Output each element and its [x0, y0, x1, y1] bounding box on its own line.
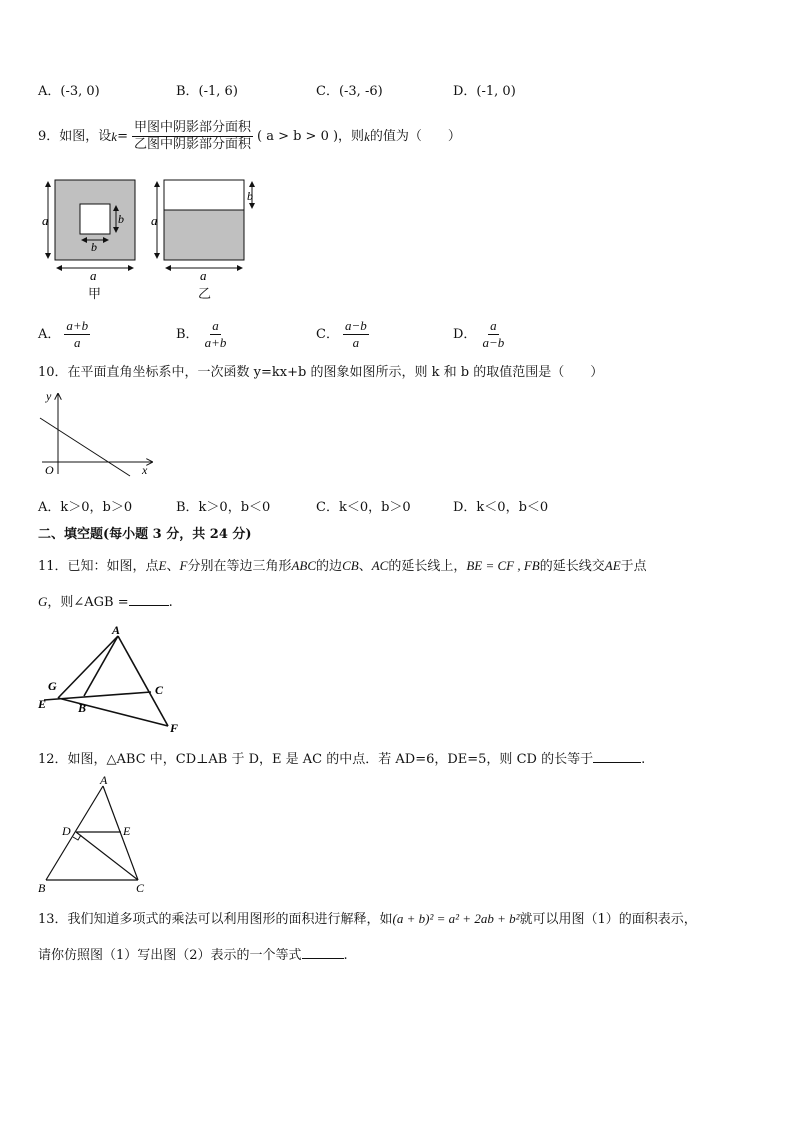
q13-dot: . — [343, 948, 348, 963]
q12-label-B: B — [38, 881, 46, 894]
yi-label-b-right: b — [247, 189, 253, 203]
q11-label-B: B — [78, 701, 87, 715]
q11-label-C: C — [155, 683, 164, 697]
jia-label-a-bottom: a — [90, 268, 97, 282]
yi-label-a-bottom: a — [200, 268, 207, 282]
q8-option-c: C．(-3, -6) — [316, 84, 383, 99]
q11-F: F — [179, 558, 188, 573]
q9-option-d — [453, 318, 510, 351]
yi-label-a-left: a — [151, 213, 158, 228]
q11-text-6: 于点 — [620, 559, 647, 574]
q12-dot: . — [641, 752, 646, 767]
q9-condition: ( a > b > 0 )，则 — [256, 128, 365, 144]
q9-option-b — [176, 318, 232, 351]
q9-k2: k — [364, 128, 370, 144]
q9-option-d-den: a−b — [482, 335, 505, 350]
q12-answer-blank[interactable] — [593, 750, 641, 763]
q11-answer-blank[interactable] — [129, 593, 169, 606]
q9-option-a-letter: A． — [38, 326, 61, 342]
q8-option-d: D．(-1, 0) — [453, 84, 516, 99]
q9-caption-yi: 乙 — [198, 287, 212, 302]
jia-label-b-bottom: b — [91, 240, 97, 254]
q11-sep2: 、 — [358, 559, 372, 574]
q11-text-4: 的延长线上， — [388, 559, 467, 574]
q10-label-origin: O — [45, 463, 54, 477]
q11-figure — [36, 622, 186, 734]
q11-line-GF — [58, 698, 168, 726]
q9-fraction-denominator: 乙图中阴影部分面积 — [133, 137, 251, 152]
q13-answer-blank[interactable] — [302, 946, 344, 959]
section2-heading: 二、填空题(每小题 3 分，共 24 分) — [38, 527, 252, 542]
q12-label-C: C — [136, 881, 145, 894]
q9-option-b-num: a — [212, 318, 219, 333]
q9-k: k — [111, 128, 118, 144]
jia-inner-square — [80, 204, 110, 234]
q11-text-5: 的延长线交 — [539, 559, 605, 574]
q9-caption-jia: 甲 — [88, 287, 102, 302]
q9-option-d-num: a — [490, 318, 497, 333]
q10-label-x: x — [142, 463, 148, 477]
q13-text-1: 13．我们知道多项式的乘法可以利用图形的面积进行解释，如 — [38, 912, 393, 927]
q12-label-E: E — [123, 824, 131, 838]
q12-line — [38, 750, 645, 769]
q11-AC: AC — [371, 558, 389, 573]
q9-option-a — [38, 318, 94, 351]
q10-option-c: C．k＜0，b＞0 — [316, 500, 411, 515]
q9-option-c — [316, 318, 373, 351]
q11-label-F: F — [170, 721, 179, 734]
q9-stem — [38, 120, 461, 153]
q9-option-a-den: a — [74, 335, 81, 350]
jia-label-a-left: a — [42, 213, 49, 228]
q9-figures — [38, 172, 268, 282]
q11-equation: BE = CF , FB — [466, 558, 540, 573]
q10-label-y: y — [46, 389, 52, 403]
q9-option-c-letter: C． — [316, 326, 339, 342]
q11-AE: AE — [604, 558, 621, 573]
q9-fraction-numerator: 甲图中阴影部分面积 — [133, 120, 251, 135]
q11-G: G — [38, 594, 48, 609]
q9-suffix: 的值为（ ） — [369, 128, 461, 144]
q13-line2 — [38, 946, 348, 965]
yi-shaded-rect — [164, 210, 244, 260]
q9-option-c-num: a−b — [344, 318, 367, 333]
q9-option-b-den: a+b — [204, 335, 227, 350]
q11-label-A: A — [112, 623, 121, 637]
q8-option-a: A．(-3, 0) — [38, 84, 100, 99]
q11-text-7: ，则∠AGB = — [47, 595, 129, 610]
q13-text-2: 就可以用图（1）的面积表示， — [519, 912, 697, 927]
q11-text-1: 11．已知：如图，点 — [38, 559, 159, 574]
q13-formula: (a + b)² = a² + 2ab + b² — [392, 911, 520, 926]
q12-label-D: D — [62, 824, 71, 838]
q11-dot: . — [168, 595, 173, 610]
q10-option-d: D．k＜0，b＜0 — [453, 500, 549, 515]
q11-sep: 、 — [166, 559, 180, 574]
q9-option-d-letter: D． — [453, 326, 477, 342]
q12-label-A: A — [100, 773, 108, 787]
q9-option-a-num: a+b — [66, 318, 89, 333]
q12-right-angle-mark — [73, 835, 81, 840]
q13-line1 — [38, 910, 697, 929]
q9-eq: = — [117, 128, 128, 144]
q10-stem: 10．在平面直角坐标系中，一次函数 y=kx+b 的图象如图所示，则 k 和 b 的取值范围是（ ） — [38, 365, 604, 380]
q13-text-3: 请你仿照图（1）写出图（2）表示的一个等式 — [38, 948, 302, 963]
q11-line1 — [38, 557, 647, 576]
q11-text-2: 分别在等边三角形 — [187, 559, 292, 574]
q10-graph — [38, 388, 158, 478]
q9-option-b-letter: B． — [176, 326, 199, 342]
q9-option-c-den: a — [352, 335, 360, 350]
q12-side-AB — [46, 786, 103, 880]
q11-line2 — [38, 593, 173, 612]
q12-figure — [36, 772, 156, 894]
q9-prefix: 9．如图，设 — [38, 128, 112, 144]
q8-option-b: B．(-1, 6) — [176, 84, 238, 99]
q10-option-a: A．k＞0，b＞0 — [38, 500, 133, 515]
q12-stem: 12．如图，△ABC 中，CD⊥AB 于 D，E 是 AC 的中点．若 AD=6，DE=5，则 CD 的长等于 — [38, 752, 594, 767]
q11-E: E — [158, 558, 167, 573]
q11-text-3: 的边 — [316, 559, 343, 574]
q11-CB: CB — [342, 558, 359, 573]
q11-line-AF — [118, 636, 168, 726]
q10-option-b: B．k＞0，b＜0 — [176, 500, 271, 515]
q11-ABC: ABC — [291, 558, 317, 573]
jia-label-b-right: b — [118, 212, 124, 226]
q11-label-E: E — [38, 697, 47, 711]
q9-fraction — [132, 120, 253, 153]
q11-label-G: G — [48, 679, 57, 693]
